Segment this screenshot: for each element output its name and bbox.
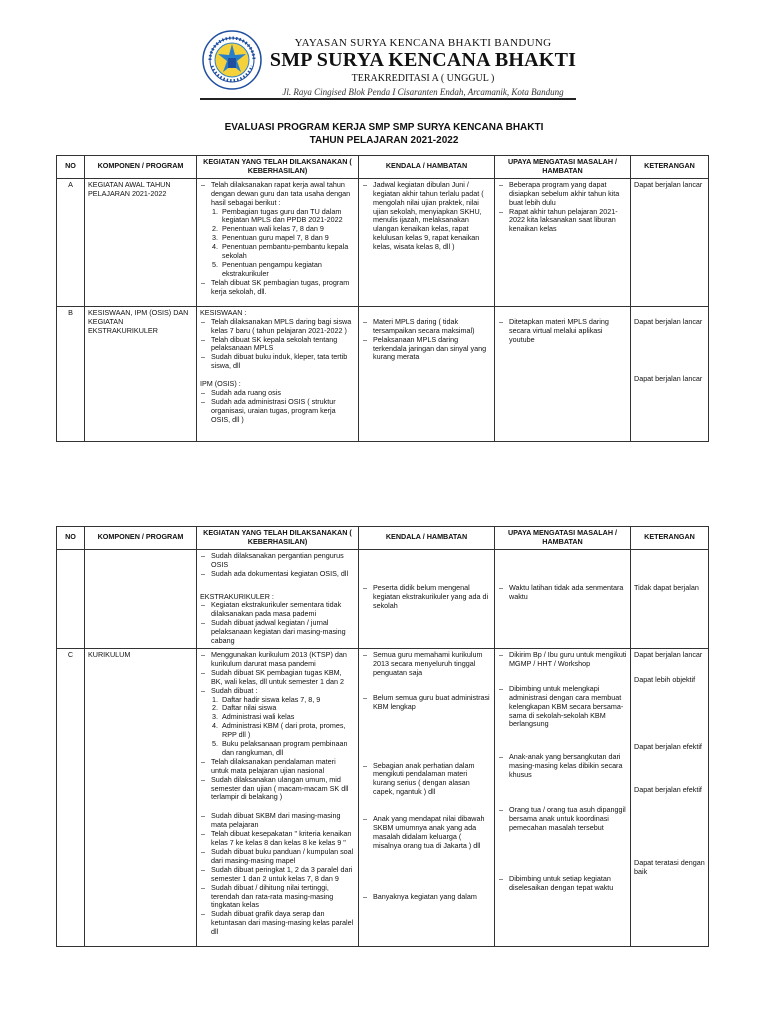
list-item: – Sudah dibuat buku induk, kleper, tata tertib siswa, dll	[211, 353, 355, 371]
keterangan-text: Dapat teratasi dengan baik	[634, 857, 705, 876]
table-row	[57, 648, 709, 946]
row-kendala	[359, 648, 495, 946]
col-no: NO	[57, 156, 85, 179]
evaluation-table-2	[56, 526, 709, 947]
list-item: – Sudah dibuat jadwal kegiatan / jurnal pelaksanaan kegiatan dari masing-masing cabang	[211, 619, 355, 646]
list-item: – Anak-anak yang bersangkutan dari masing-masing kelas dibikin secara khusus	[509, 753, 627, 780]
list-item: – Telah dilaksanakan rapat kerja awal tahun dengan dewan guru dan tata usaha dengan hasil sebagai berikut :	[211, 181, 355, 208]
list-item: – Dibimbing untuk melengkapi administrasi dengan cara membuat kelengkapan KBM secara bersama-sama di sekolah-sekolah KBM berlangsung	[509, 685, 627, 730]
list-item: – Materi MPLS daring ( tidak tersampaikan secara maksimal)	[373, 318, 491, 336]
letterhead	[198, 28, 578, 98]
table-header-row	[57, 156, 709, 179]
table-row	[57, 549, 709, 648]
col-kendala: KENDALA / HAMBATAN	[359, 527, 495, 550]
row-upaya	[495, 306, 631, 441]
school-address: Jl. Raya Cingised Blok Penda I Cisaranten Endah, Arcamanik, Kota Bandung	[282, 87, 564, 97]
row-no: B	[57, 306, 85, 441]
row-komponen: KESISWAAN, IPM (OSIS) DAN KEGIATAN EKSTRAKURIKULER	[85, 306, 197, 441]
list-item: – Sudah ada administrasi OSIS ( struktur organisasi, uraian tugas, program kerja OSIS, dll )	[211, 398, 355, 425]
document-title	[100, 121, 668, 147]
list-item: – Sudah dibuat grafik daya serap dan ketuntasan dari masing-masing kelas paralel dll	[211, 910, 355, 937]
keterangan-text: Dapat berjalan lancar	[634, 649, 703, 659]
row-kendala	[359, 306, 495, 441]
row-keterangan	[631, 306, 709, 441]
row-upaya	[495, 549, 631, 648]
row-komponen: KURIKULUM	[85, 648, 197, 946]
list-item: – Sudah dibuat peringkat 1, 2 da 3 paralel dari semester 1 dan 2 untuk kelas 7, 8 dan 9	[211, 866, 355, 884]
row-kegiatan	[197, 549, 359, 648]
keterangan-text: Dapat berjalan efektif	[634, 741, 702, 751]
row-kegiatan	[197, 306, 359, 441]
title-line-2: TAHUN PELAJARAN 2021-2022	[309, 135, 459, 146]
list-item: – Dibimbing untuk setiap kegiatan diselesaikan dengan tepat waktu	[509, 875, 627, 893]
list-item: – Telah dilaksanakan MPLS daring bagi siswa kelas 7 baru ( tahun pelajaran 2021-2022 )	[211, 318, 355, 336]
foundation-name: YAYASAN SURYA KENCANA BHAKTI BANDUNG	[294, 37, 552, 49]
list-item: – Jadwal kegiatan dibulan Juni / kegiatan akhir tahun terlalu padat ( mengolah nilai ujian praktek, nilai ujian sekolah, menyiapkan SKHU, menulis ijazah, melaksanakan ulangan kenaikan kelas, rapat kelulusan kelas 9, rapat kenaikan kelas, wisata kelas 8, dll )	[373, 181, 491, 252]
row-keterangan	[631, 549, 709, 648]
list-item: – Beberapa program yang dapat disiapkan sebelum akhir tahun kita buat lebih dulu	[509, 181, 627, 208]
section-label: KESISWAAN :	[200, 307, 247, 317]
row-keterangan	[631, 648, 709, 946]
row-upaya	[495, 648, 631, 946]
list-item: 1. Daftar hadir siswa kelas 7, 8, 9	[220, 696, 355, 705]
list-item: – Telah dilaksanakan pendalaman materi untuk mata pelajaran ujian nasional	[211, 758, 355, 776]
title-line-1: EVALUASI PROGRAM KERJA SMP SMP SURYA KENCANA BHAKTI	[224, 122, 544, 133]
row-keterangan: Dapat berjalan lancar	[631, 178, 709, 306]
col-komponen: KOMPONEN / PROGRAM	[85, 527, 197, 550]
letterhead-divider	[200, 98, 576, 100]
col-keterangan: KETERANGAN	[631, 527, 709, 550]
list-item: – Banyaknya kegiatan yang dalam	[373, 893, 491, 902]
row-no: A	[57, 178, 85, 306]
evaluation-table-1	[56, 155, 709, 442]
list-item: – Semua guru memahami kurikulum 2013 secara menyeluruh tinggal penguatan saja	[373, 651, 491, 678]
row-komponen: KEGIATAN AWAL TAHUN PELAJARAN 2021-2022	[85, 178, 197, 306]
list-item: 3. Penentuan guru mapel 7, 8 dan 9	[220, 234, 355, 243]
keterangan-text: Dapat lebih objektif	[634, 674, 696, 684]
list-item: – Sebagian anak perhatian dalam mengikuti pendalaman materi kurang serius ( dengan alasan capek, ngantuk ) dll	[373, 762, 491, 798]
list-item: 4. Penentuan pembantu-pembantu kepala sekolah	[220, 243, 355, 261]
row-kegiatan	[197, 648, 359, 946]
col-keterangan: KETERANGAN	[631, 156, 709, 179]
col-kegiatan: KEGIATAN YANG TELAH DILAKSANAKAN ( KEBERHASILAN)	[197, 527, 359, 550]
school-name: SMP SURYA KENCANA BHAKTI	[269, 49, 577, 71]
list-item: – Menggunakan kurikulum 2013 (KTSP) dan kurikulum darurat masa pandemi	[211, 651, 355, 669]
list-item: 4. Administrasi KBM ( dari prota, promes, RPP dll )	[220, 722, 355, 740]
list-item: – Sudah dibuat buku panduan / kumpulan soal dari masing-masing mapel	[211, 848, 355, 866]
list-item: – Sudah dilaksanakan ulangan umum, mid semester dan ujian ( macam-macam SK dll terlampir di belakang )	[211, 776, 355, 803]
list-item: – Orang tua / orang tua asuh dipanggil bersama anak untuk koordinasi pemecahan masalah tersebut	[509, 806, 627, 833]
keterangan-text: Dapat berjalan efektif	[634, 784, 702, 794]
col-upaya: UPAYA MENGATASI MASALAH / HAMBATAN	[495, 527, 631, 550]
list-item: – Sudah dibuat SKBM dari masing-masing mata pelajaran	[211, 812, 355, 830]
list-item: – Peserta didik belum mengenal kegiatan ekstrakurikuler yang ada di sekolah	[373, 584, 491, 611]
row-kendala	[359, 178, 495, 306]
list-item: – Sudah ada ruang osis	[211, 389, 355, 398]
col-komponen: KOMPONEN / PROGRAM	[85, 156, 197, 179]
keterangan-text: Dapat berjalan lancar	[634, 316, 703, 326]
keterangan-text: Tidak dapat berjalan	[634, 582, 699, 592]
table-row	[57, 306, 709, 441]
list-item: 5. Buku pelaksanaan program pembinaan dan rangkuman, dll	[220, 740, 355, 758]
list-item: 2. Penentuan wali kelas 7, 8 dan 9	[220, 225, 355, 234]
list-item: – Anak yang mendapat nilai dibawah SKBM umumnya anak yang ada masalah didalam keluarga ( misalnya orang tua di Jakarta ) dll	[373, 815, 491, 851]
list-item: – Ditetapkan materi MPLS daring secara virtual melalui aplikasi youtube	[509, 318, 627, 345]
list-item: – Sudah dibuat / dihitung nilai tertinggi, terendah dan rata-rata masing-masing tingkatan kelas	[211, 884, 355, 911]
list-item: – Sudah dilaksanakan pergantian pengurus OSIS	[211, 552, 355, 570]
list-item: – Telah dibuat kesepakatan " kriteria kenaikan kelas 7 ke kelas 8 dan kelas 8 ke kelas 9 "	[211, 830, 355, 848]
list-item: – Telah dibuat SK pembagian tugas, program kerja sekolah, dll.	[211, 279, 355, 297]
list-item: – Rapat akhir tahun pelajaran 2021-2022 kita laksanakan saat liburan kenaikan kelas	[509, 208, 627, 235]
list-item: – Kegiatan ekstrakurikuler sementara tidak dilaksanakan pada masa pademi	[211, 601, 355, 619]
list-item: 2. Daftar nilai siswa	[220, 704, 355, 713]
section-label: IPM (OSIS) :	[200, 379, 241, 389]
list-item: – Sudah dibuat SK pembagian tugas KBM, BK, wali kelas, dll untuk semester 1 dan 2	[211, 669, 355, 687]
list-item: – Waktu latihan tidak ada senmentara waktu	[509, 584, 627, 602]
section-label: EKSTRAKURIKULER :	[200, 591, 274, 601]
col-no: NO	[57, 527, 85, 550]
col-kendala: KENDALA / HAMBATAN	[359, 156, 495, 179]
list-item: – Telah dibuat SK kepala sekolah tentang pelaksanaan MPLS	[211, 336, 355, 354]
row-upaya	[495, 178, 631, 306]
row-kegiatan	[197, 178, 359, 306]
list-item: – Belum semua guru buat administrasi KBM lengkap	[373, 694, 491, 712]
col-upaya: UPAYA MENGATASI MASALAH / HAMBATAN	[495, 156, 631, 179]
school-logo-icon	[202, 30, 262, 90]
keterangan-text: Dapat berjalan lancar	[634, 373, 703, 383]
table-header-row	[57, 527, 709, 550]
list-item: 1. Pembagian tugas guru dan TU dalam kegiatan MPLS dan PPDB 2021-2022	[220, 208, 355, 226]
list-item: – Sudah ada dokumentasi kegiatan OSIS, dll	[211, 570, 355, 579]
col-kegiatan: KEGIATAN YANG TELAH DILAKSANAKAN ( KEBERHASILAN)	[197, 156, 359, 179]
row-no: C	[57, 648, 85, 946]
row-no	[57, 549, 85, 648]
accreditation: TERAKREDITASI A ( UNGGUL )	[351, 73, 495, 84]
table-row	[57, 178, 709, 306]
row-komponen	[85, 549, 197, 648]
list-item: – Dikirim Bp / Ibu guru untuk mengikuti MGMP / HHT / Workshop	[509, 651, 627, 669]
list-item: 3. Administrasi wali kelas	[220, 713, 355, 722]
list-item: – Pelaksanaan MPLS daring terkendala jaringan dan sinyal yang kurang merata	[373, 336, 491, 363]
list-item: 5. Penentuan pengampu kegiatan ekstrakurikuler	[220, 261, 355, 279]
list-item: – Sudah dibuat :	[211, 687, 355, 696]
row-kendala	[359, 549, 495, 648]
